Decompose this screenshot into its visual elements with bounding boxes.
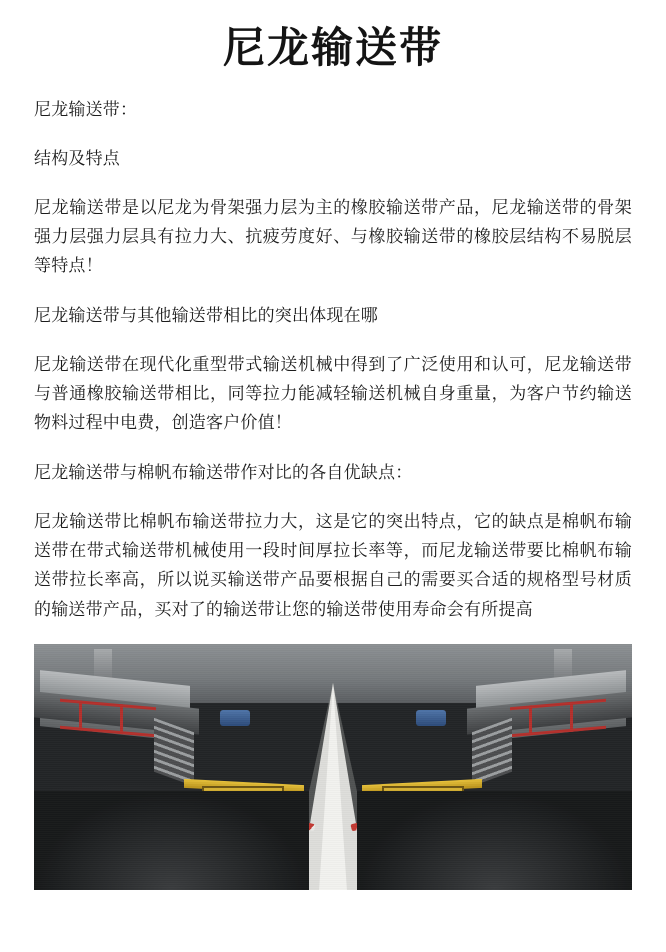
paragraph-7: 尼龙输送带比棉帆布输送带拉力大，这是它的突出特点，它的缺点是棉帆布输送带在带式输送带机械使用一段时间厚拉长率等，而尼龙输送带要比棉帆布输送带拉长率高，所以说买输送带产品要根据自己的需要买合适的规格型号材质的输送带产品，买对了的输送带让您的输送带使用寿命会有所提高: [34, 511, 632, 619]
page-title: 尼龙输送带: [222, 24, 443, 71]
document-page: [0, 22, 666, 952]
paragraph-5: 尼龙输送带在现代化重型带式输送机械中得到了广泛使用和认可，尼龙输送带与普通橡胶输送带相比，同等拉力能减轻输送机械自身重量，为客户节约输送物料过程中电费，创造客户价值！: [34, 354, 632, 433]
paragraph-3: 尼龙输送带是以尼龙为骨架强力层为主的橡胶输送带产品，尼龙输送带的骨架强力层强力层具有拉力大、抗疲劳度好、与橡胶输送带的橡胶层结构不易脱层等特点！: [34, 197, 632, 276]
paragraph-4: 尼龙输送带与其他输送带相比的突出体现在哪: [34, 305, 378, 325]
paragraph-2: 结构及特点: [34, 148, 120, 168]
article-body: [0, 95, 666, 624]
photo-background: [34, 644, 632, 890]
photo-coal-pile-left: [34, 791, 309, 889]
paragraph-6: 尼龙输送带与棉帆布输送带作对比的各自优缺点：: [34, 462, 413, 482]
paragraph-1: 尼龙输送带：: [34, 99, 138, 119]
conveyor-photo: [34, 644, 632, 890]
photo-belt-highlight: [319, 683, 347, 890]
photo-coal-pile-right: [357, 791, 632, 889]
photo-drum-right: [416, 710, 446, 726]
photo-drum-left: [220, 710, 250, 726]
